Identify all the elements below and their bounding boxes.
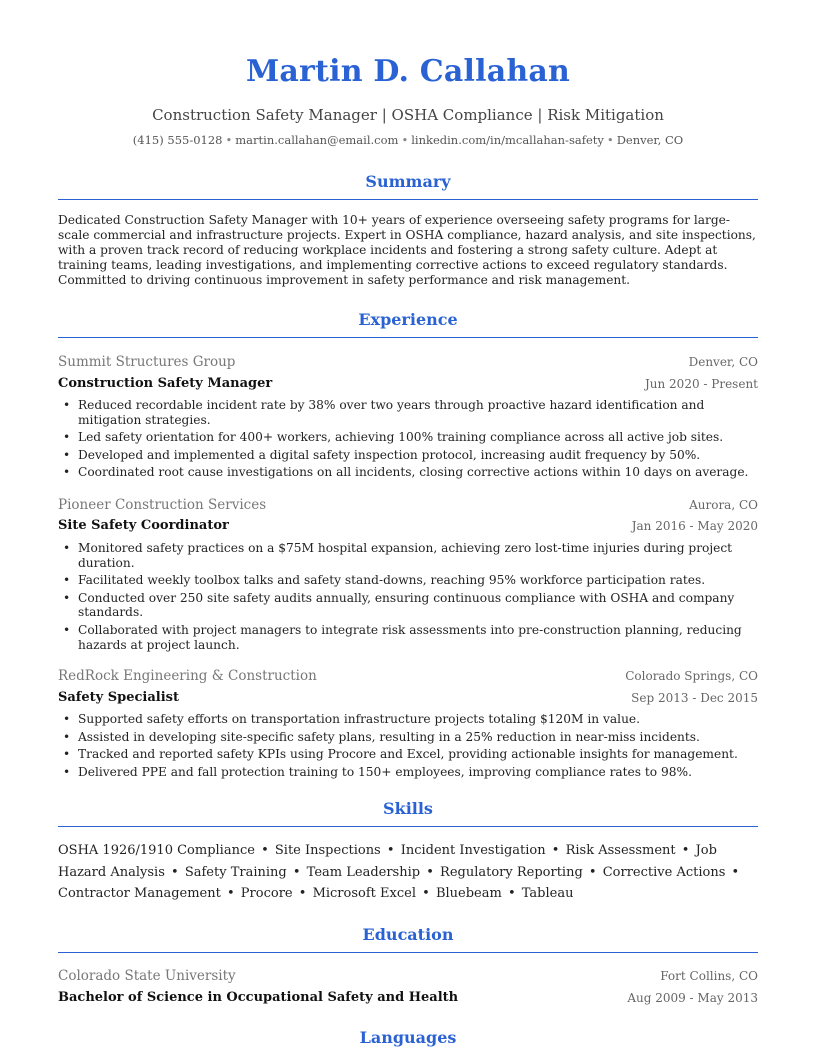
contact-linkedin: linkedin.com/in/mcallahan-safety [411,133,604,147]
job-bullet-list [58,541,758,655]
education-heading: Education [362,925,454,944]
job-bullet: • Conducted over 250 site safety audits annually, ensuring continuous compliance with OSHA and company standards. [78,591,758,620]
job-bullet: • Reduced recordable incident rate by 38% over two years through proactive hazard identification and mitigation strategies. [78,398,758,427]
job-title: Construction Safety Manager [58,376,273,391]
skill-item: Job Hazard Analysis [58,843,717,880]
job-bullet: • Assisted in developing site-specific safety plans, resulting in a 25% reduction in near-miss incidents. [78,730,758,745]
languages-heading: Languages [359,1028,457,1047]
candidate-name: Martin D. Callahan [245,54,570,89]
job-role-row [58,374,758,394]
summary-heading: Summary [365,172,451,191]
professional-headline: Construction Safety Manager | OSHA Compliance | Risk Mitigation [152,106,664,124]
company-name: Pioneer Construction Services [58,497,267,513]
skill-item: Microsoft Excel [312,886,416,901]
skill-item: Tableau [521,886,574,901]
job-bullet-list [58,398,758,483]
skill-separator: • [507,886,516,901]
skill-item: Site Inspections [274,843,381,858]
experience-heading: Experience [358,310,458,329]
education-divider [58,952,758,953]
job-header-row [58,666,758,686]
job-bullet: • Led safety orientation for 400+ workers, achieving 100% training compliance across all active job sites. [78,430,758,445]
skill-item: Incident Investigation [400,843,546,858]
contact-separator: • [606,133,614,147]
job-header-row [58,495,758,515]
skill-separator: • [298,886,307,901]
skill-separator: • [551,843,560,858]
skill-item: Procore [240,886,293,901]
summary-text: Dedicated Construction Safety Manager with 10+ years of experience overseeing safety programs for large-scale commercial and infrastructure projects. Expert in OSHA compliance, hazard analysis, and site inspections, with a proven track record of reducing workplace incidents and fostering a strong safety culture. Adept at training teams, leading investigations, and implementing corrective actions to exceed regulatory standards. Committed to driving continuous improvement in safety performance and risk management. [58,213,756,287]
job-role-row [58,688,758,708]
job-bullet: • Coordinated root cause investigations on all incidents, closing corrective actions within 10 days on average. [78,465,758,480]
contact-phone: (415) 555-0128 [132,133,223,147]
contact-separator: • [225,133,233,147]
contact-location: Denver, CO [616,133,684,147]
contact-line [58,131,758,149]
summary-divider [58,199,758,200]
skill-item: Safety Training [184,864,287,880]
skill-item: Corrective Actions [602,864,726,880]
skill-item: Team Leadership [306,864,421,880]
job-bullet: • Developed and implemented a digital safety inspection protocol, increasing audit frequency by 50%. [78,448,758,463]
skill-item: Contractor Management [58,886,221,901]
job-location: Colorado Springs, CO [625,669,758,683]
job-bullet: • Monitored safety practices on a $75M hospital expansion, achieving zero lost-time injuries during project duration. [78,541,758,570]
job-location: Denver, CO [688,355,758,369]
job-location: Aurora, CO [689,498,758,512]
skills-divider [58,826,758,827]
skill-item: Regulatory Reporting [440,864,583,880]
skill-separator: • [292,864,301,880]
skill-item: OSHA 1926/1910 Compliance [58,843,255,858]
job-bullet: • Supported safety efforts on transportation infrastructure projects totaling $120M in value. [78,712,758,727]
job-dates: Jun 2020 - Present [644,377,758,391]
job-bullet-list [58,712,758,782]
education-degree-row [58,988,758,1008]
job-role-row [58,516,758,536]
job-bullet: • Delivered PPE and fall protection training to 150+ employees, improving compliance rates to 98%. [78,765,758,780]
contact-email: martin.callahan@email.com [235,133,399,147]
skills-list [58,840,758,905]
job-header-row [58,352,758,372]
job-title: Site Safety Coordinator [58,518,229,533]
skill-separator: • [386,843,395,858]
education-header-row [58,966,758,986]
school-location: Fort Collins, CO [660,969,758,983]
experience-divider [58,337,758,338]
skill-separator: • [426,864,434,880]
skill-item: Bluebeam [435,886,502,901]
job-dates: Sep 2013 - Dec 2015 [631,691,758,705]
skill-separator: • [422,886,430,901]
company-name: Summit Structures Group [58,354,236,370]
skill-separator: • [681,843,690,858]
job-bullet: • Tracked and reported safety KPIs using Procore and Excel, providing actionable insights for management. [78,747,758,762]
degree-title: Bachelor of Science in Occupational Safety and Health [58,990,459,1005]
skill-separator: • [261,843,269,858]
contact-separator: • [401,133,409,147]
skill-item: Risk Assessment [565,843,676,858]
school-name: Colorado State University [58,968,236,984]
job-bullet: • Facilitated weekly toolbox talks and safety stand-downs, reaching 95% workforce participation rates. [78,573,758,588]
job-title: Safety Specialist [58,690,179,705]
skills-heading: Skills [383,799,433,818]
job-dates: Jan 2016 - May 2020 [631,519,758,533]
company-name: RedRock Engineering & Construction [58,668,317,684]
skill-separator: • [731,864,740,880]
skill-separator: • [588,864,597,880]
skill-separator: • [226,886,235,901]
education-dates: Aug 2009 - May 2013 [627,991,758,1005]
skill-separator: • [171,864,179,880]
job-bullet: • Collaborated with project managers to integrate risk assessments into pre-construction planning, reducing hazards at project launch. [78,623,758,652]
